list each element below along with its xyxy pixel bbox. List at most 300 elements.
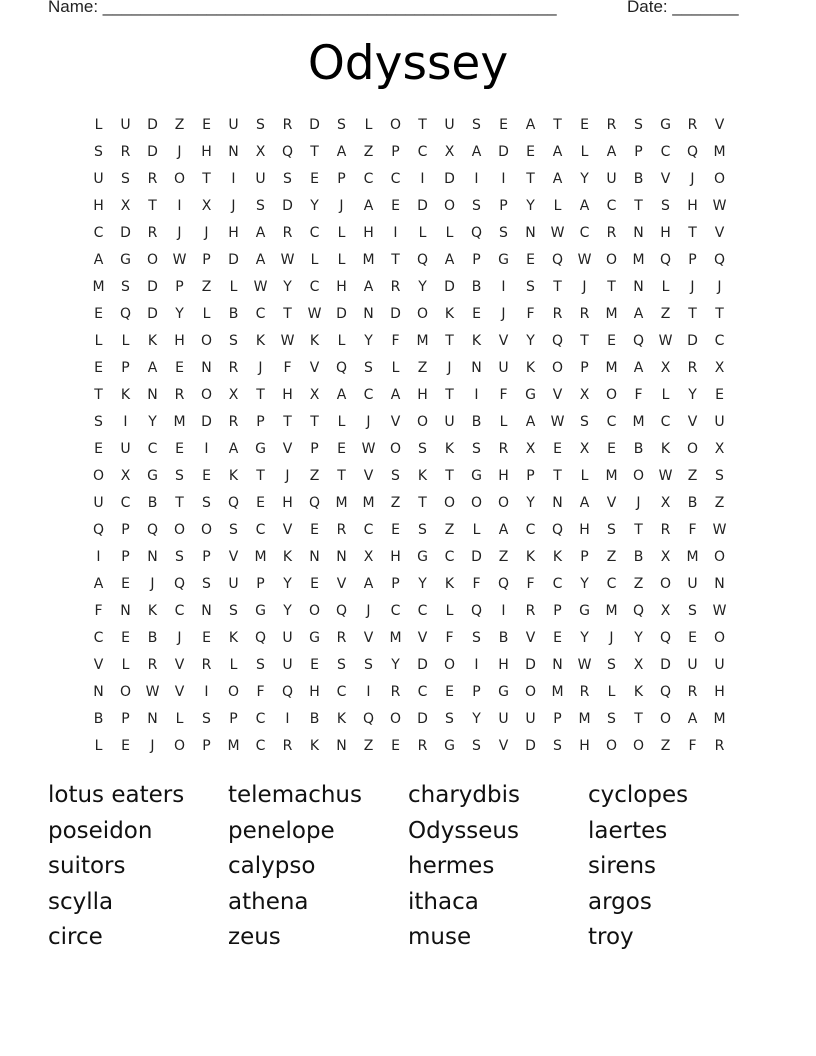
grid-letter: L [661,278,670,295]
grid-letter: U [687,656,698,673]
grid-letter: Q [551,521,564,538]
grid-letter: Z [444,521,455,538]
grid-letter: L [580,467,589,484]
grid-letter: E [553,629,562,646]
grid-letter: E [391,737,400,754]
grid-letter: M [632,413,645,430]
grid-letter: R [714,737,725,754]
grid-letter: J [366,602,371,619]
grid-letter: T [337,467,346,484]
grid-letter: N [228,143,239,160]
grid-letter: S [418,521,427,538]
grid-letter: P [580,548,589,565]
grid-letter: W [280,251,295,268]
grid-letter: L [580,143,589,160]
word-bank-item: telemachus [228,782,362,808]
grid-letter: L [121,332,130,349]
grid-letter: Q [362,710,375,727]
grid-letter: J [501,305,506,322]
grid-letter: P [553,602,562,619]
grid-letter: D [687,332,698,349]
grid-letter: O [659,710,672,727]
grid-letter: S [229,602,238,619]
grid-letter: A [444,251,455,268]
grid-letter: X [525,440,536,457]
grid-letter: A [363,575,374,592]
grid-letter: E [310,656,319,673]
grid-letter: J [150,737,155,754]
grid-letter: S [472,440,481,457]
grid-letter: V [687,413,698,430]
grid-letter: H [174,332,185,349]
grid-letter: Z [660,305,671,322]
grid-letter: S [94,413,103,430]
grid-letter: Q [146,521,159,538]
grid-letter: X [660,548,671,565]
grid-letter: O [470,494,483,511]
grid-letter: O [713,170,726,187]
grid-letter: T [634,710,643,727]
grid-letter: S [580,413,589,430]
grid-letter: C [93,629,104,646]
grid-letter: K [444,440,455,457]
grid-letter: G [525,386,536,403]
grid-letter: U [498,710,509,727]
grid-letter: X [363,548,374,565]
grid-letter: B [93,710,104,727]
grid-letter: I [177,197,182,214]
grid-letter: Y [418,278,427,295]
grid-letter: S [121,170,130,187]
grid-letter: H [390,548,401,565]
grid-letter: I [501,278,506,295]
grid-letter: K [309,737,320,754]
grid-letter: B [147,629,158,646]
grid-letter: N [336,548,347,565]
grid-letter: Q [632,602,645,619]
grid-letter: O [713,629,726,646]
grid-letter: S [634,116,643,133]
grid-letter: L [391,359,400,376]
grid-letter: M [335,494,348,511]
grid-letter: L [337,413,346,430]
grid-letter: S [283,170,292,187]
grid-letter: M [632,251,645,268]
grid-letter: K [444,575,455,592]
grid-letter: S [364,359,373,376]
grid-letter: J [717,278,722,295]
grid-letter: Z [633,575,644,592]
grid-letter: Z [363,143,374,160]
grid-letter: H [660,224,671,241]
word-bank-item: zeus [228,924,281,950]
grid-letter: L [337,332,346,349]
grid-letter: C [417,143,428,160]
grid-letter: E [94,305,103,322]
grid-letter: N [201,359,212,376]
grid-letter: Q [335,602,348,619]
grid-letter: G [498,683,509,700]
grid-letter: Q [551,332,564,349]
grid-letter: I [474,386,479,403]
grid-letter: C [390,170,401,187]
grid-letter: S [364,656,373,673]
grid-letter: E [310,521,319,538]
grid-letter: C [606,413,617,430]
grid-letter: D [525,737,536,754]
grid-letter: C [255,521,266,538]
grid-letter: P [580,359,589,376]
grid-letter: R [660,521,671,538]
grid-letter: Q [308,494,321,511]
grid-letter: P [202,251,211,268]
grid-letter: W [577,656,592,673]
grid-letter: L [418,224,427,241]
grid-letter: R [147,170,158,187]
grid-letter: N [363,305,374,322]
grid-letter: R [228,413,239,430]
grid-letter: Y [472,710,481,727]
grid-letter: L [94,737,103,754]
grid-letter: M [362,494,375,511]
grid-letter: H [309,683,320,700]
grid-letter: D [498,143,509,160]
grid-letter: N [714,575,725,592]
grid-letter: X [660,602,671,619]
grid-letter: F [445,629,454,646]
grid-letter: C [174,602,185,619]
grid-letter: J [177,629,182,646]
grid-letter: M [713,143,726,160]
grid-letter: T [202,170,211,187]
grid-letter: O [389,116,402,133]
grid-letter: R [390,683,401,700]
grid-letter: E [715,386,724,403]
grid-letter: C [417,602,428,619]
grid-letter: E [553,440,562,457]
grid-letter: Q [659,251,672,268]
grid-letter: C [390,602,401,619]
grid-letter: Y [526,332,535,349]
grid-letter: P [310,440,319,457]
grid-letter: W [658,332,673,349]
grid-letter: P [202,737,211,754]
grid-letter: O [200,332,213,349]
grid-letter: Q [470,602,483,619]
grid-letter: T [688,224,697,241]
grid-letter: H [714,683,725,700]
word-bank-item: lotus eaters [48,782,185,808]
grid-letter: Y [391,656,400,673]
grid-letter: O [443,197,456,214]
grid-letter: X [309,386,320,403]
grid-letter: S [607,656,616,673]
grid-letter: V [498,332,509,349]
grid-letter: F [499,386,508,403]
grid-letter: X [579,440,590,457]
grid-letter: C [93,224,104,241]
grid-letter: T [715,305,724,322]
grid-letter: H [336,278,347,295]
grid-letter: L [499,413,508,430]
grid-letter: Z [660,737,671,754]
grid-letter: X [660,359,671,376]
grid-letter: Y [283,602,292,619]
grid-letter: N [525,224,536,241]
word-bank-item: ithaca [408,888,479,915]
grid-letter: D [471,548,482,565]
grid-letter: A [147,359,158,376]
grid-letter: V [93,656,104,673]
grid-letter: T [256,386,265,403]
grid-letter: E [445,683,454,700]
grid-letter: A [498,521,509,538]
grid-letter: D [417,656,428,673]
grid-letter: C [120,494,131,511]
grid-letter: U [255,170,266,187]
grid-letter: J [339,197,344,214]
grid-letter: T [553,467,562,484]
grid-letter: V [606,494,617,511]
word-bank-item: muse [408,924,472,950]
grid-letter: V [174,683,185,700]
grid-letter: D [147,143,158,160]
grid-letter: O [443,494,456,511]
grid-letter: M [713,710,726,727]
grid-letter: H [282,386,293,403]
grid-letter: B [633,548,644,565]
grid-letter: R [147,224,158,241]
grid-letter: E [607,332,616,349]
grid-letter: K [336,710,347,727]
grid-letter: K [147,332,158,349]
grid-letter: T [634,197,643,214]
grid-letter: L [175,710,184,727]
grid-letter: N [633,224,644,241]
grid-letter: S [202,575,211,592]
grid-letter: J [582,278,587,295]
grid-letter: I [96,548,101,565]
grid-letter: H [363,224,374,241]
grid-letter: U [282,629,293,646]
grid-letter: T [580,332,589,349]
word-bank-item: circe [48,924,103,950]
grid-letter: Q [659,629,672,646]
grid-letter: H [417,386,428,403]
grid-letter: F [526,305,535,322]
grid-letter: S [688,602,697,619]
word-bank-item: hermes [408,853,495,879]
grid-letter: A [336,143,347,160]
grid-letter: S [256,197,265,214]
grid-letter: D [444,170,455,187]
grid-letter: A [552,143,563,160]
grid-letter: A [633,305,644,322]
grid-letter: U [444,116,455,133]
grid-letter: B [687,494,698,511]
grid-letter: X [120,197,131,214]
grid-letter: S [607,710,616,727]
grid-letter: Y [283,575,292,592]
grid-letter: E [256,494,265,511]
grid-letter: K [471,332,482,349]
grid-letter: E [310,575,319,592]
grid-letter: R [282,737,293,754]
grid-letter: E [391,197,400,214]
grid-letter: R [282,224,293,241]
grid-letter: C [255,710,266,727]
grid-letter: J [204,224,209,241]
grid-letter: O [713,548,726,565]
grid-letter: O [443,656,456,673]
grid-letter: C [525,521,536,538]
grid-letter: Z [309,467,320,484]
grid-letter: E [526,251,535,268]
grid-letter: W [307,305,322,322]
grid-letter: R [417,737,428,754]
grid-letter: X [633,656,644,673]
grid-letter: B [471,413,482,430]
grid-letter: V [714,116,725,133]
grid-letter: E [175,359,184,376]
grid-letter: P [688,251,697,268]
grid-letter: R [552,305,563,322]
word-bank-item: athena [228,888,309,915]
grid-letter: T [445,467,454,484]
grid-letter: C [606,575,617,592]
grid-letter: Q [227,494,240,511]
grid-letter: R [525,602,536,619]
grid-letter: J [258,359,263,376]
grid-letter: P [121,710,130,727]
grid-letter: K [525,359,536,376]
grid-letter: S [175,467,184,484]
grid-letter: V [309,359,320,376]
grid-letter: M [605,602,618,619]
grid-letter: T [148,197,157,214]
grid-letter: E [175,440,184,457]
grid-letter: C [255,737,266,754]
grid-letter: V [714,224,725,241]
grid-letter: Z [498,548,509,565]
grid-letter: X [444,143,455,160]
grid-letter: I [393,224,398,241]
grid-letter: R [336,521,347,538]
grid-letter: B [633,440,644,457]
word-bank-item: sirens [588,853,657,879]
grid-letter: T [418,494,427,511]
grid-letter: E [580,116,589,133]
grid-letter: N [93,683,104,700]
grid-letter: A [255,251,266,268]
word-bank-item: troy [588,924,634,950]
word-bank-item: laertes [588,817,668,844]
grid-letter: D [309,116,320,133]
grid-letter: G [120,251,131,268]
grid-letter: Y [580,575,589,592]
grid-letter: N [147,548,158,565]
grid-letter: U [93,170,104,187]
grid-letter: E [121,737,130,754]
grid-letter: P [553,710,562,727]
grid-letter: E [121,575,130,592]
grid-letter: G [471,467,482,484]
grid-letter: Y [175,305,184,322]
grid-letter: H [93,197,104,214]
grid-letter: C [660,143,671,160]
word-bank-item: suitors [48,853,126,879]
grid-letter: P [634,143,643,160]
grid-letter: T [553,116,562,133]
grid-letter: O [524,683,537,700]
grid-letter: C [660,413,671,430]
grid-letter: J [285,467,290,484]
grid-letter: Y [688,386,697,403]
grid-letter: B [309,710,320,727]
page-title: Odyssey [307,36,509,91]
word-bank-item: scylla [48,888,114,915]
grid-letter: S [202,710,211,727]
grid-letter: S [499,224,508,241]
grid-letter: A [525,413,536,430]
grid-letter: M [605,467,618,484]
grid-letter: T [634,521,643,538]
grid-letter: P [121,548,130,565]
grid-letter: I [501,170,506,187]
grid-letter: T [94,386,103,403]
grid-letter: L [337,224,346,241]
grid-letter: P [472,251,481,268]
grid-letter: B [498,629,509,646]
grid-letter: T [175,494,184,511]
grid-letter: G [498,251,509,268]
grid-letter: V [390,413,401,430]
grid-letter: I [366,683,371,700]
grid-letter: S [472,737,481,754]
grid-letter: N [552,656,563,673]
grid-letter: P [202,548,211,565]
grid-letter: S [229,521,238,538]
grid-letter: T [607,278,616,295]
grid-letter: S [661,197,670,214]
grid-letter: K [444,305,455,322]
grid-letter: S [256,656,265,673]
grid-letter: S [526,278,535,295]
grid-letter: P [337,170,346,187]
grid-letter: O [605,386,618,403]
grid-letter: U [714,413,725,430]
grid-letter: M [605,359,618,376]
grid-letter: E [94,440,103,457]
grid-letter: R [579,683,590,700]
grid-letter: R [174,386,185,403]
grid-letter: A [255,224,266,241]
word-bank-item: Odysseus [408,817,519,844]
grid-letter: K [633,683,644,700]
grid-letter: R [390,278,401,295]
grid-letter: T [688,305,697,322]
grid-letter: O [92,467,105,484]
grid-letter: A [579,494,590,511]
grid-letter: K [552,548,563,565]
grid-letter: C [363,521,374,538]
grid-letter: Q [335,359,348,376]
grid-letter: A [579,197,590,214]
grid-letter: O [416,413,429,430]
grid-letter: X [579,386,590,403]
grid-letter: N [552,494,563,511]
grid-letter: Q [659,683,672,700]
